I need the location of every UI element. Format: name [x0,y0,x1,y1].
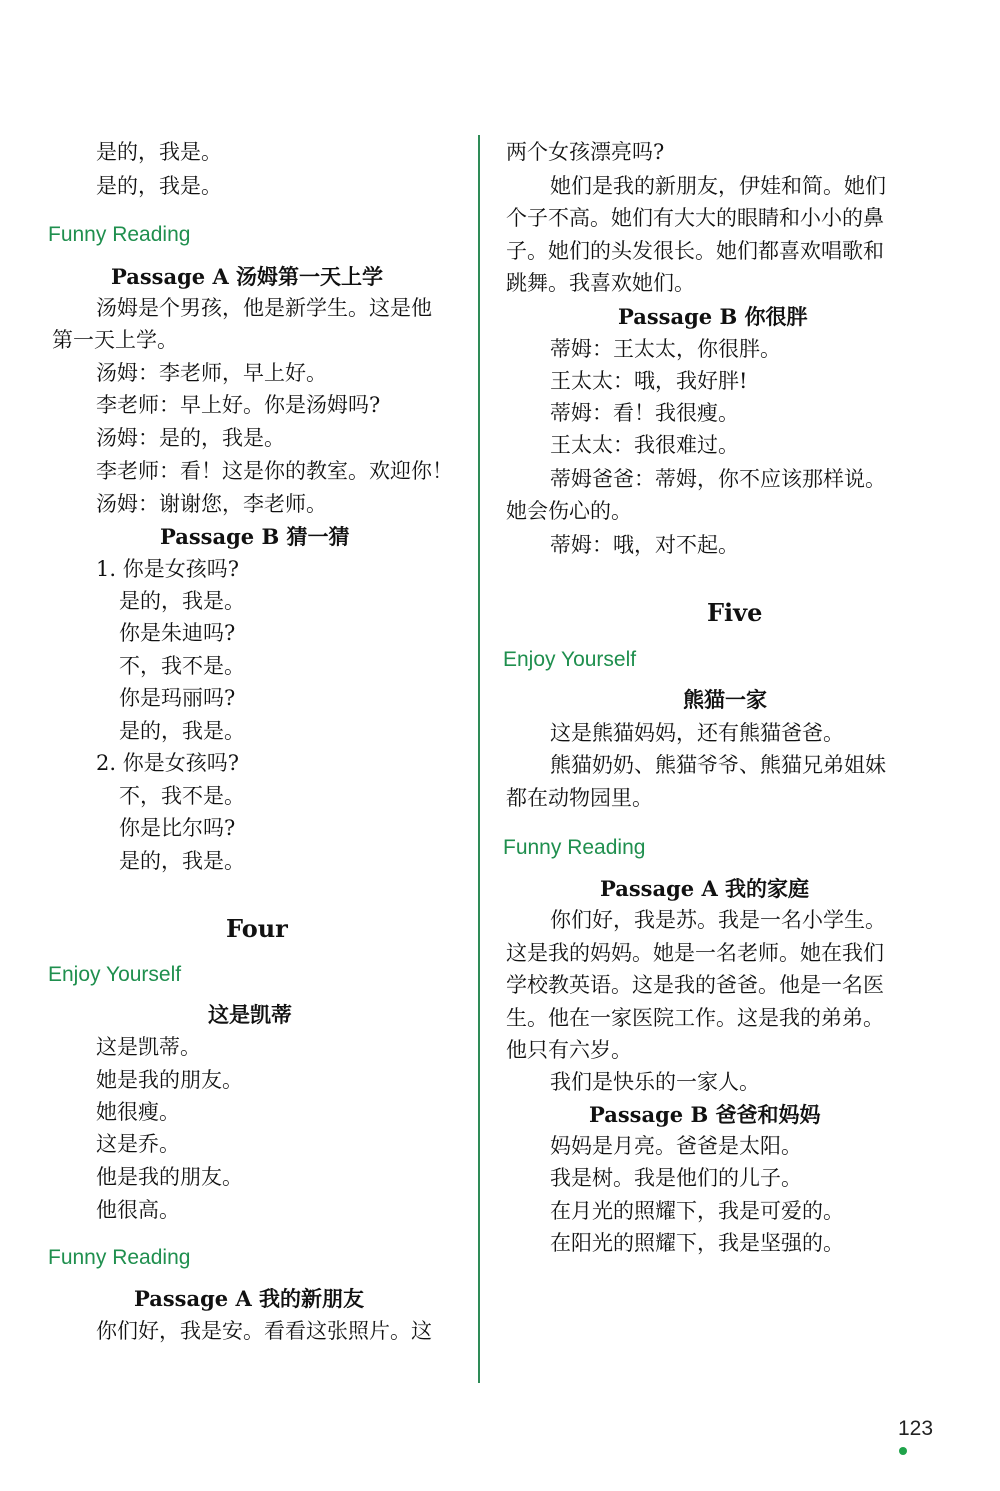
text-line: 王太太：我很难过。 [550,433,739,457]
passage-title: Passage B 猜一猜 [160,524,350,549]
text-line: 他只有六岁。 [506,1038,632,1062]
passage-title: Passage B 爸爸和妈妈 [589,1102,821,1127]
text-line: 汤姆：谢谢您，李老师。 [96,492,327,516]
text-line: 熊猫奶奶、熊猫爷爷、熊猫兄弟姐妹 [550,753,886,777]
section-enjoy-yourself: Enjoy Yourself [503,648,637,671]
passage-title: Passage B 你很胖 [618,304,808,329]
text-line: 这是乔。 [96,1132,180,1156]
text-line: 子。她们的头发很长。她们都喜欢唱歌和 [506,239,884,263]
text-line: 蒂姆：看！我很瘦。 [550,401,739,425]
section-funny-reading: Funny Reading [503,836,646,859]
unit-heading: Five [707,598,763,627]
text-line: 你是玛丽吗? [119,686,236,710]
text-line: 李老师：早上好。你是汤姆吗? [96,393,381,417]
text-line: 我们是快乐的一家人。 [550,1070,760,1094]
text-line: 不，我不是。 [119,784,245,808]
text-line: 在阳光的照耀下，我是坚强的。 [550,1231,844,1255]
text-line: 我是树。我是他们的儿子。 [550,1166,802,1190]
text-line: 你是朱迪吗? [119,621,236,645]
text-line: 他很高。 [96,1198,180,1222]
text-line: 蒂姆：哦，对不起。 [550,533,739,557]
passage-title: Passage A 汤姆第一天上学 [111,264,384,289]
section-funny-reading: Funny Reading [48,223,191,246]
text-line: 他是我的朋友。 [96,1165,243,1189]
text-line: 两个女孩漂亮吗? [506,140,665,164]
text-line: 李老师：看！这是你的教室。欢迎你！ [96,459,453,483]
passage-title: 熊猫一家 [683,687,767,712]
text-line: 她会伤心的。 [506,499,632,523]
text-line: 蒂姆爸爸：蒂姆，你不应该那样说。 [550,467,886,491]
text-line: 第一天上学。 [52,328,178,352]
passage-title: 这是凯蒂 [208,1002,292,1027]
text-line: 你们好，我是苏。我是一名小学生。 [550,908,886,932]
text-line: 不，我不是。 [119,654,245,678]
text-line: 是的，我是。 [119,719,245,743]
text-line: 都在动物园里。 [506,786,653,810]
text-line: 是的，我是。 [96,140,222,164]
text-line: 王太太：哦，我好胖! [550,369,748,393]
text-line: 是的，我是。 [119,849,245,873]
page-number: 123 [898,1417,934,1440]
text-line: 2. 你是女孩吗? [96,751,239,775]
text-line: 是的，我是。 [96,174,222,198]
text-line: 汤姆：是的，我是。 [96,426,285,450]
text-line: 蒂姆：王太太，你很胖。 [550,337,781,361]
passage-title: Passage A 我的家庭 [600,876,810,901]
text-line: 在月光的照耀下，我是可爱的。 [550,1199,844,1223]
text-line: 这是我的妈妈。她是一名老师。她在我们 [506,941,884,965]
unit-heading: Four [226,914,288,943]
text-line: 她很瘦。 [96,1100,180,1124]
section-funny-reading: Funny Reading [48,1246,191,1269]
passage-title: Passage A 我的新朋友 [134,1286,365,1311]
text-line: 这是凯蒂。 [96,1035,201,1059]
text-line: 她是我的朋友。 [96,1068,243,1092]
text-line: 个子不高。她们有大大的眼睛和小小的鼻 [506,206,884,230]
text-line: 汤姆：李老师，早上好。 [96,361,327,385]
text-line: 这是熊猫妈妈，还有熊猫爸爸。 [550,721,844,745]
text-line: 跳舞。我喜欢她们。 [506,271,695,295]
column-divider [478,135,480,1383]
text-line: 学校教英语。这是我的爸爸。他是一名医 [506,973,884,997]
text-line: 妈妈是月亮。爸爸是太阳。 [550,1134,802,1158]
text-line: 你是比尔吗? [119,816,236,840]
text-line: 生。他在一家医院工作。这是我的弟弟。 [506,1006,884,1030]
section-enjoy-yourself: Enjoy Yourself [48,963,182,986]
page-dot-icon [899,1447,907,1455]
text-line: 是的，我是。 [119,589,245,613]
text-line: 汤姆是个男孩，他是新学生。这是他 [96,296,432,320]
text-line: 你们好，我是安。看看这张照片。这 [96,1319,432,1343]
text-line: 她们是我的新朋友，伊娃和简。她们 [550,174,886,198]
text-line: 1. 你是女孩吗? [96,557,239,581]
